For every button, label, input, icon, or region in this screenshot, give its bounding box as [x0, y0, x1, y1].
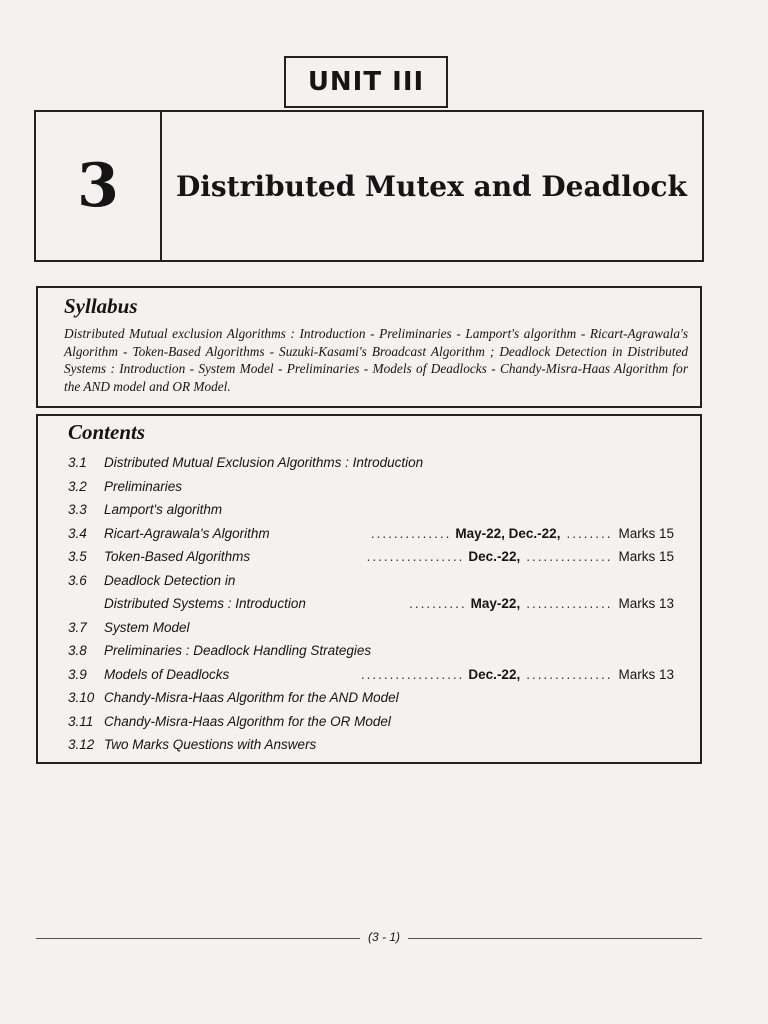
contents-item-number: 3.7 — [68, 619, 87, 635]
contents-item-exam-info — [363, 545, 674, 569]
unit-label: UNIT III — [307, 67, 425, 97]
contents-item — [68, 686, 700, 710]
leader-dots: .................. — [360, 666, 465, 682]
contents-item-number: 3.9 — [68, 666, 87, 682]
contents-item — [68, 522, 700, 546]
contents-item — [68, 592, 700, 616]
chapter-title: Distributed Mutex and Deadlock — [176, 169, 687, 203]
contents-item-title: Distributed Mutual Exclusion Algorithms : Introduction — [104, 455, 424, 471]
contents-item-title: Chandy-Misra-Haas Algorithm for the OR Model — [104, 713, 391, 729]
contents-item-title: Chandy-Misra-Haas Algorithm for the AND Model — [104, 690, 399, 706]
syllabus-heading: Syllabus — [64, 294, 138, 318]
contents-item-exam-info — [405, 592, 674, 616]
contents-item-exam-dates: Dec.-22, — [468, 666, 521, 682]
contents-item-number: 3.1 — [68, 455, 87, 471]
leader-dots: ........ — [566, 525, 613, 541]
contents-item-exam-dates: May-22, — [470, 596, 521, 612]
contents-item — [68, 663, 700, 687]
leader-dots: ............... — [526, 666, 613, 682]
contents-item — [68, 545, 700, 569]
syllabus-text: Distributed Mutual exclusion Algorithms : Introduction - Preliminaries - Lamport's algorithm - Ricart-Agrawala's Algorithm - Token-Based Algorithms - Suzuki-Kasami's Broadcast Algorithm ; Deadlock Detection in Distributed Systems : Introduction - System Model - Preliminaries - Models of Deadlocks - Chandy-Misra-Haas Algorithm for the AND model and OR Model. — [64, 326, 688, 394]
leader-dots: ............... — [526, 596, 613, 612]
contents-item — [68, 616, 700, 640]
contents-item-number: 3.2 — [68, 478, 87, 494]
contents-item-number: 3.8 — [68, 643, 87, 659]
contents-item — [68, 710, 700, 734]
contents-item-exam-info — [367, 522, 674, 546]
contents-item — [68, 475, 700, 499]
contents-item-marks: Marks 13 — [618, 596, 674, 612]
contents-item-marks: Marks 15 — [618, 525, 674, 541]
contents-heading: Contents — [68, 420, 146, 444]
contents-item-title: Two Marks Questions with Answers — [104, 737, 317, 753]
contents-item-number: 3.5 — [68, 549, 87, 565]
contents-list — [68, 451, 700, 757]
contents-item — [68, 733, 700, 757]
contents-item-title: Models of Deadlocks — [104, 666, 230, 682]
contents-item-marks: Marks 15 — [618, 549, 674, 565]
contents-item-number: 3.4 — [68, 525, 87, 541]
contents-item — [68, 569, 700, 593]
contents-box — [36, 414, 702, 764]
contents-item-number: 3.3 — [68, 502, 87, 518]
contents-item-exam-dates: May-22, Dec.-22, — [455, 525, 561, 541]
chapter-number: 3 — [36, 112, 162, 260]
contents-item — [68, 639, 700, 663]
page-number-row — [0, 930, 768, 944]
contents-item-title: Preliminaries : Deadlock Handling Strategies — [104, 643, 372, 659]
leader-dots: ................. — [366, 549, 465, 565]
leader-dots: .............. — [370, 525, 452, 541]
contents-item-title: Ricart-Agrawala's Algorithm — [104, 525, 270, 541]
contents-item-number: 3.6 — [68, 572, 87, 588]
chapter-header — [34, 110, 704, 262]
contents-item-number: 3.10 — [68, 690, 95, 706]
contents-item — [68, 451, 700, 475]
contents-item-title: Deadlock Detection in — [104, 572, 236, 588]
syllabus-box — [36, 286, 702, 408]
contents-item — [68, 498, 700, 522]
contents-item-number: 3.12 — [68, 737, 95, 753]
leader-dots: ............... — [526, 549, 613, 565]
unit-label-box — [284, 56, 448, 108]
page-number: (3 - 1) — [360, 930, 408, 944]
contents-item-title: Preliminaries — [104, 478, 183, 494]
contents-item-number: 3.11 — [68, 713, 94, 729]
contents-item-title: Token-Based Algorithms — [104, 549, 251, 565]
contents-item-title: Lamport's algorithm — [104, 502, 223, 518]
contents-item-marks: Marks 13 — [618, 666, 674, 682]
leader-dots: .......... — [409, 596, 467, 612]
contents-item-exam-info — [357, 663, 674, 687]
contents-item-exam-dates: Dec.-22, — [468, 549, 521, 565]
contents-item-title: System Model — [104, 619, 190, 635]
contents-item-title: Distributed Systems : Introduction — [104, 596, 306, 612]
